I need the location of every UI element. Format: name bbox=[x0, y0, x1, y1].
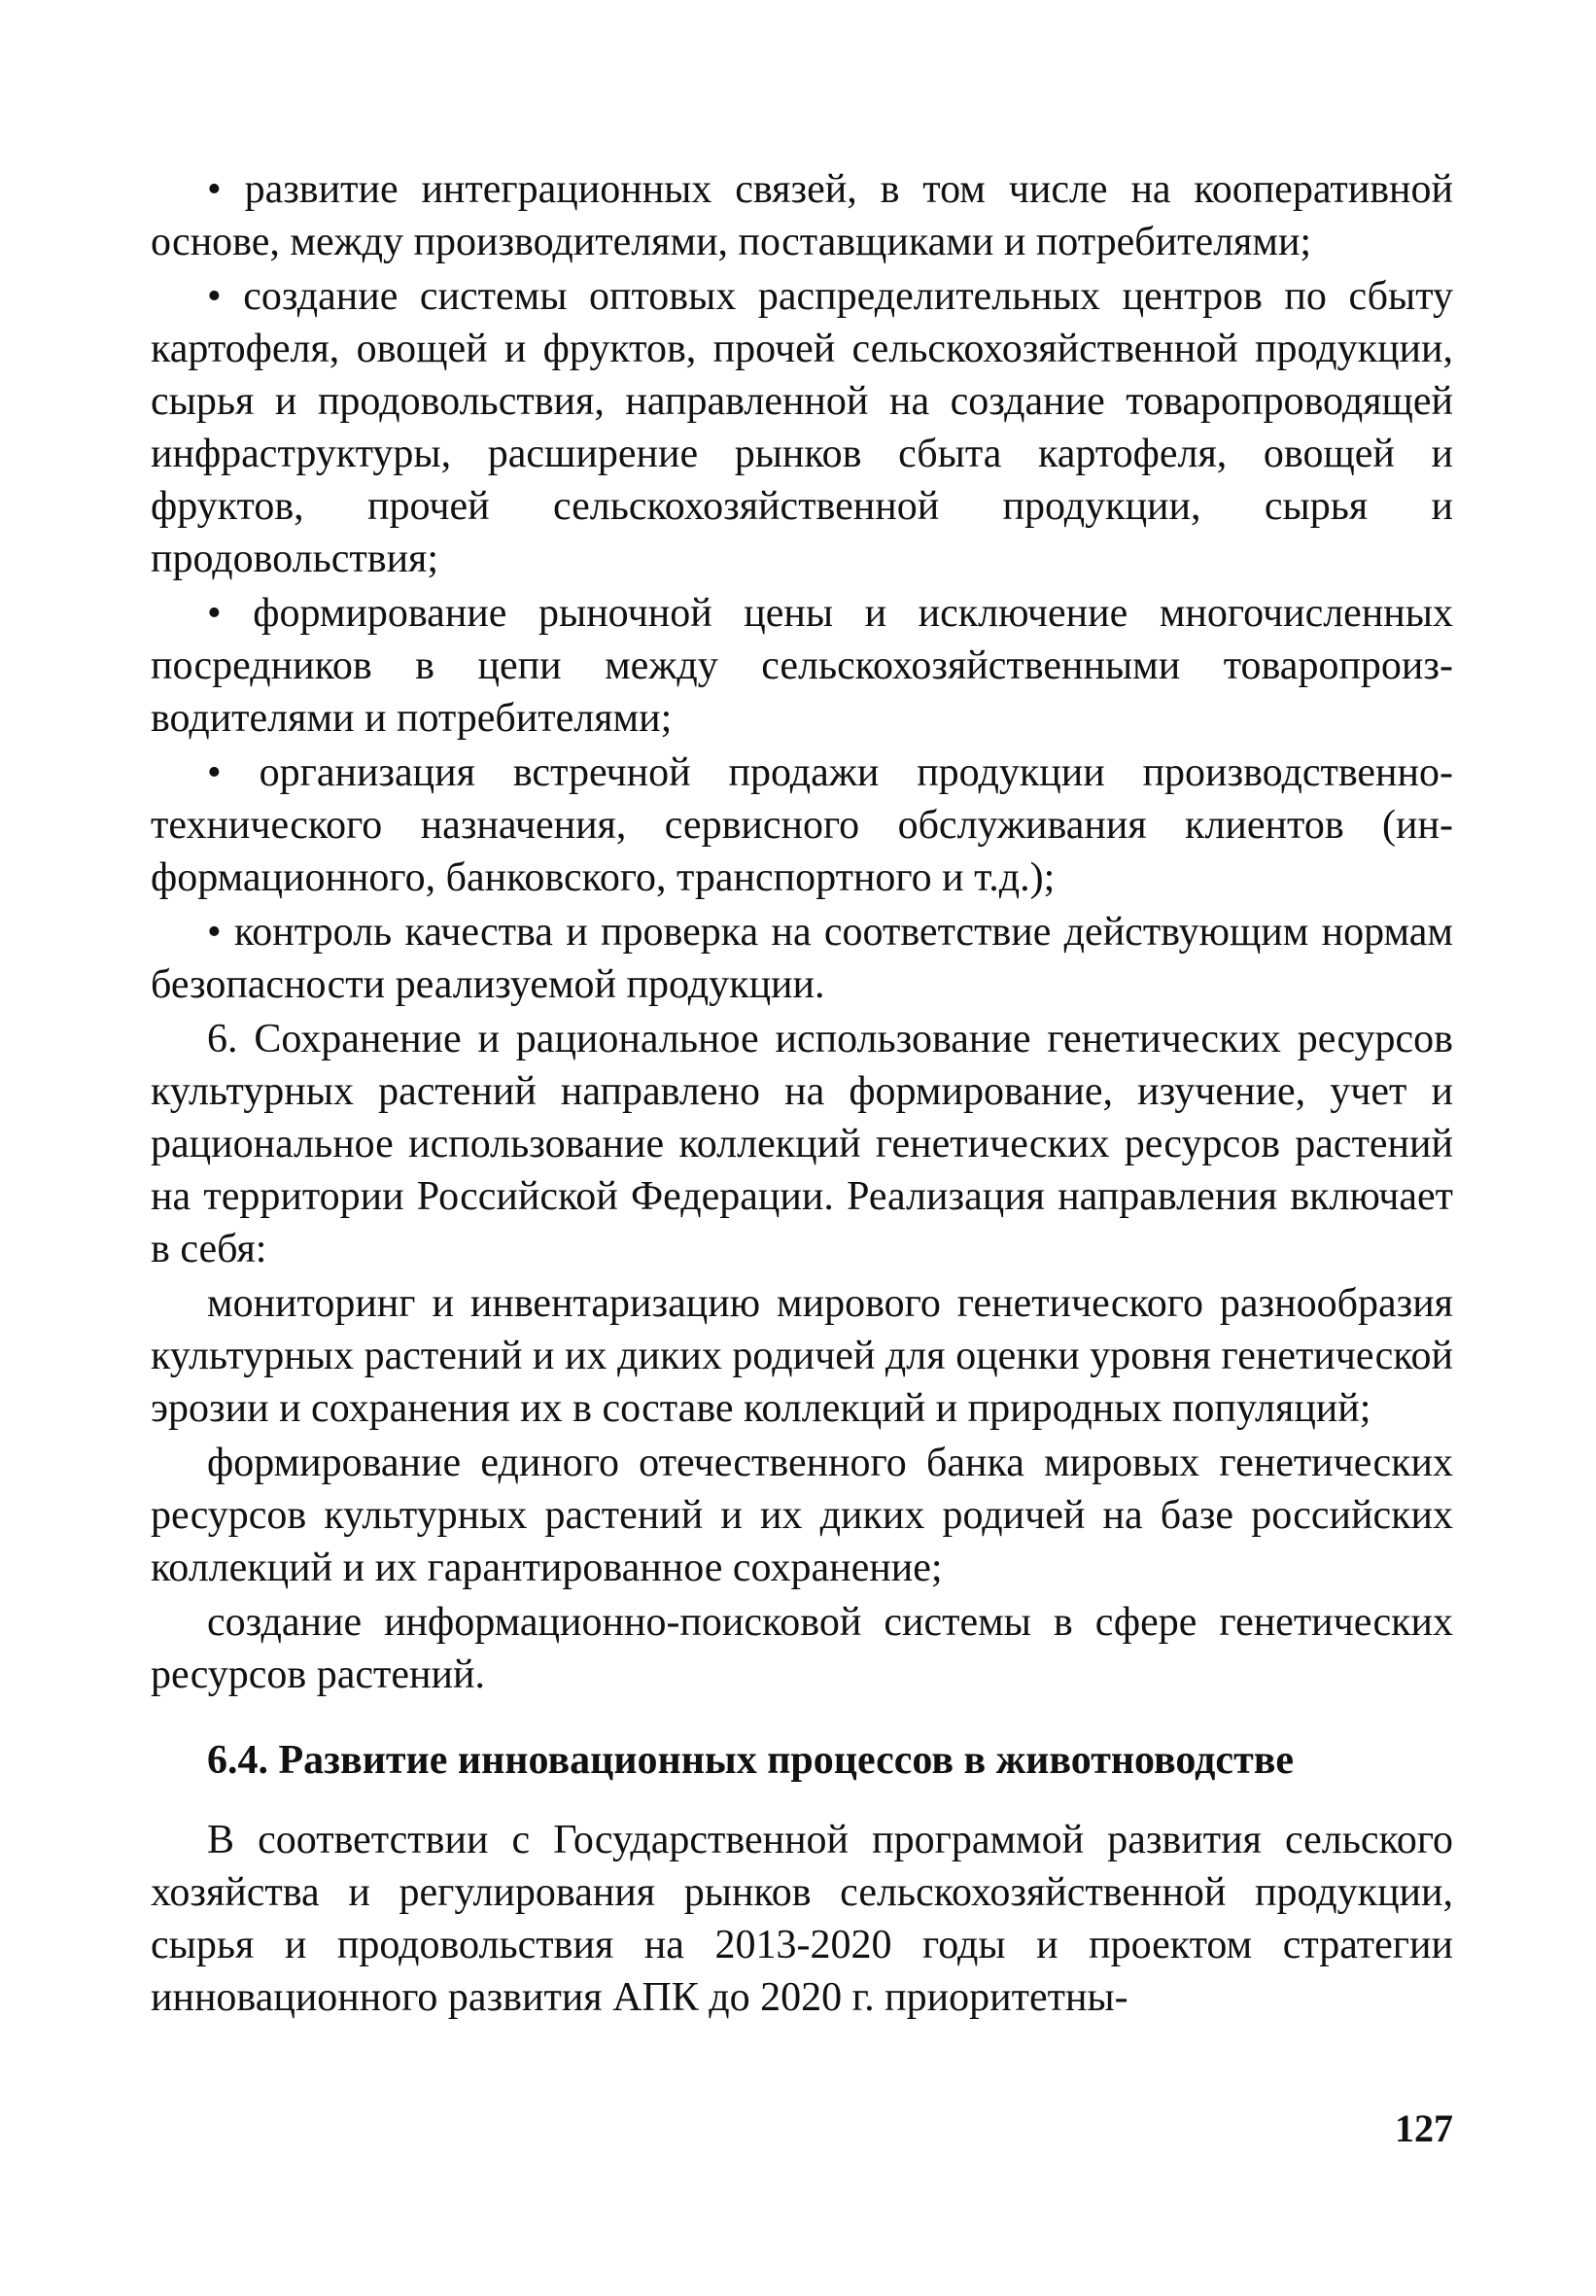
paragraph-info-system: создание информационно-поисковой системы в сфере генетических ресурсов растений. bbox=[151, 1600, 1453, 1697]
page-number: 127 bbox=[1395, 2106, 1453, 2150]
paragraph-gene-bank: формирование единого отечественного банка мировых генетических ресурсов культурных растений и их диких родичей на базе российских коллекций и их гарантированное сохранение; bbox=[151, 1441, 1453, 1590]
section-heading: 6.4. Развитие инновационных процессов в животноводстве bbox=[207, 1738, 1295, 1783]
paragraph-market-price: • формирование рыночной цены и исключение многочисленных посредников в цепи между сельскохозяйственными товаропроизводителями и потребителями; bbox=[151, 591, 1453, 741]
paragraph-state-program: В соответствии с Государственной программой развития сельского хозяйства и регулирования рынков сельскохозяйственной продукции, сырья и продовольствия на 2013-2020 годы и проектом стратегии инновационного развития АПК до 2020 г. приоритетны- bbox=[151, 1818, 1453, 2020]
paragraph-monitoring: мониторинг и инвентаризацию мирового генетического разнообразия культурных растений и их диких родичей для оценки уровня генетической эрозии и сохранения их в составе коллекций и природных популяций; bbox=[151, 1281, 1453, 1431]
paragraph-integration-links: • развитие интеграционных связей, в том числе на кооперативной основе, между производителями, поставщиками и потребителями; bbox=[151, 167, 1453, 264]
paragraph-quality-control: • контроль качества и проверка на соответствие действующим нормам безопасности реализуемой продукции. bbox=[151, 910, 1453, 1007]
paragraph-counter-sales: • организация встречной продажи продукции производственно-технического назначения, сервисного обслуживания клиентов (информационного, банковского, транспортного и т.д.); bbox=[151, 750, 1453, 900]
paragraph-wholesale-centers: • создание системы оптовых распределительных центров по сбыту картофеля, овощей и фруктов, прочей сельскохозяйственной продукции, сырья и продовольствия, направленной на создание товаропроводящей инфраструктуры, расширение рынков сбыта картофеля, овощей и фруктов, прочей сельскохозяйственной продукции, сырья и продовольствия; bbox=[151, 274, 1453, 581]
page-body bbox=[151, 163, 1453, 2024]
paragraph-genetic-resources: 6. Сохранение и рациональное использование генетических ресурсов культурных растений направлено на формирование, изучение, учет и рациональное использование коллекций генетических ресурсов растений на территории Российской Федерации. Реализация направления включает в себя: bbox=[151, 1017, 1453, 1271]
